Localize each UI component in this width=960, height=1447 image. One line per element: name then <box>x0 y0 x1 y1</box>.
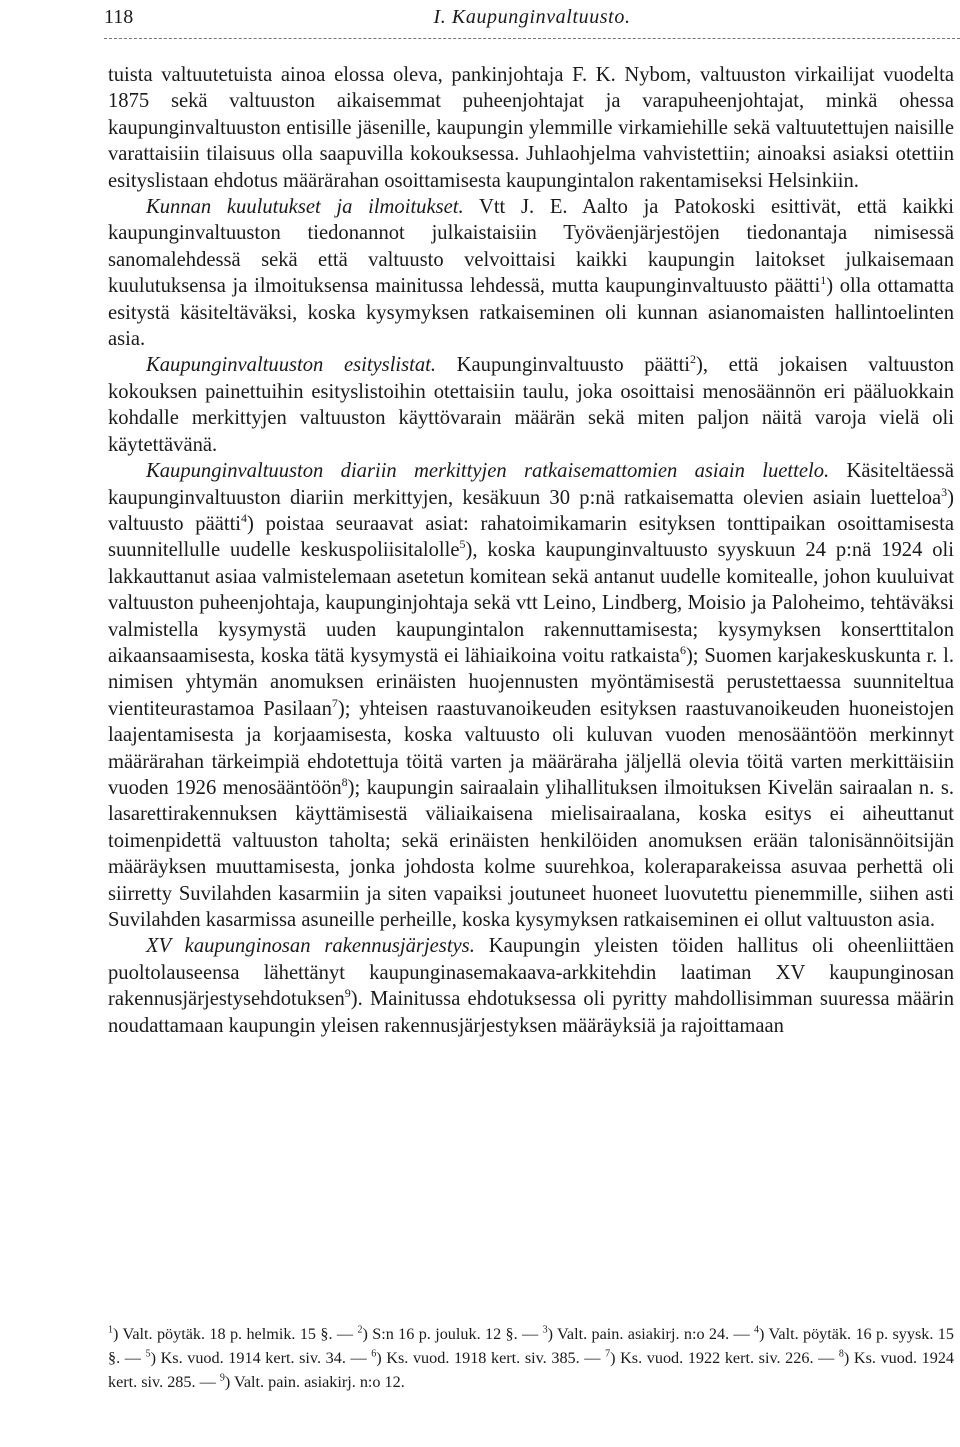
section-heading: XV kaupunginosan rakennusjärjestys. <box>146 935 475 958</box>
paragraph-text: ); Suomen karjakeskuskunta r. l. nimisen yhtymän anomuksen erinäisten huojennusten myöntämisestä perustettaessa suunniteltua vientiteurastamoa Pasilaan <box>108 644 954 720</box>
footnote-number: 7 <box>605 1348 611 1360</box>
page-number: 118 <box>104 6 134 28</box>
paragraph-text: ), koska kaupunginvaltuusto syyskuun 24 p:nä 1924 oli lakkauttanut asiaa valmistelemaan asetetun komitean sekä antanut uudelle komitealle, johon kuuluivat valtuuston puheenjohtaja, kaupunginjohtaja sekä vtt Leino, Lindberg, Moisio ja Paloheimo, tehtäväksi valmistella kysymystä uuden kaupungintalon rakennuttamisesta; kysymyksen konserttitalon aikaansaamisesta, koska tätä kysymystä ei lähiaikoina voitu ratkaista <box>108 539 954 667</box>
paragraph-text: Kaupunginvaltuusto päätti <box>436 354 691 377</box>
paragraph <box>108 352 954 458</box>
paragraph <box>108 933 954 1039</box>
section-heading: Kaupunginvaltuuston diariin merkittyjen ratkaisemattomien asiain luettelo. <box>146 460 830 483</box>
paragraph-text: tuista valtuutetuista ainoa elossa oleva, pankinjohtaja F. K. Nybom, valtuuston virkailijat vuodelta 1875 sekä valtuuston aikaisemmat puheenjohtajat ja varapuheenjohtajat, minkä ohessa kaupunginvaltuuston entisille jäsenille, kaupungin ylemmille virkamiehille sekä valtuutettujen naisille varattaisiin tilaisuus olla saapuvilla kokouksessa. Juhlaohjelma vahvistettiin; ainoaksi asiaksi otettiin esityslistaan ehdotus määrärahan osoittamisesta kaupungintalon rakentamiseksi Helsinkiin. <box>108 64 954 192</box>
paragraph-text: ); yhteisen raastuvanoikeuden esityksen raastuvanoikeuden huoneistojen laajentamisesta ja korjaamisesta, koska valtuusto oli kuluvan vuoden menosääntöön merkinnyt määrärahan tärkeimpiä ehdotettuja töitä varten ja määräraha jäljellä olevia töitä varten merkittäisiin vuoden 1926 menosääntöön <box>108 697 954 799</box>
footnote-marker: 4 <box>241 511 248 526</box>
paragraph-text: ) olla ottamatta esitystä käsiteltäväksi, koska kysymyksen ratkaiseminen oli kunnan asianomaisten hallintoelinten asia. <box>108 275 954 351</box>
footnote-text: ) Ks. vuod. 1922 kert. siv. 226. — <box>610 1349 839 1367</box>
footnote-text: ) Ks. vuod. 1924 kert. siv. 285. — <box>108 1349 955 1391</box>
footnote-number: 8 <box>838 1348 844 1360</box>
footnote-marker: 5 <box>459 537 466 552</box>
footnote-text: ) Valt. pöytäk. 18 p. helmik. 15 §. — <box>113 1325 358 1343</box>
footnote-marker: 8 <box>341 775 348 790</box>
footnote-marker: 2 <box>690 352 697 367</box>
footnote-marker: 7 <box>331 695 338 710</box>
paragraph-text: Kaupungin yleisten töiden hallitus oli oheenliittäen puoltolauseensa lähettänyt kaupunginasemakaava-arkkitehdin laatiman XV kaupunginosan rakennusjärjestysehdotuksen <box>108 935 954 1011</box>
paragraph <box>108 458 954 933</box>
footnote-number: 3 <box>542 1324 548 1336</box>
running-title: I. Kaupunginvaltuusto. <box>433 6 631 28</box>
footnote-number: 2 <box>357 1324 363 1336</box>
paragraph-text: ). Mainitussa ehdotuksessa oli pyritty mahdollisimman suuressa määrin noudattamaan kaupungin yleisen rakennusjärjestyksen määräyksiä ja rajoittamaan <box>108 988 954 1037</box>
footnote-number: 4 <box>754 1324 760 1336</box>
paragraph-text: ) valtuusto päätti <box>108 486 954 535</box>
paragraph <box>108 62 954 194</box>
footnote-number: 1 <box>108 1324 113 1336</box>
section-heading: Kaupunginvaltuuston esityslistat. <box>146 354 437 377</box>
header-rule <box>104 38 960 39</box>
paragraph-text: Käsiteltäessä kaupunginvaltuuston diariin merkittyjen, kesäkuun 30 p:nä ratkaisematta olevien asiain luetteloa <box>108 460 955 509</box>
footnote-text: ) Valt. pöytäk. 16 p. syysk. 15 §. — <box>108 1325 954 1367</box>
paragraph-text: ) poistaa seuraavat asiat: rahatoimikamarin esityksen tonttipaikan osoittamisesta suunnitellulle uudelle keskuspoliisitalolle <box>108 512 954 562</box>
footnote-text: ) Ks. vuod. 1918 kert. siv. 385. — <box>376 1349 606 1367</box>
footnote-number: 6 <box>371 1348 377 1360</box>
footnotes <box>108 1322 954 1394</box>
body-text <box>108 62 954 1039</box>
footnote-marker: 6 <box>679 643 686 658</box>
footnote-marker: 9 <box>344 986 351 1001</box>
paragraph-text: ), että jokaisen valtuuston kokouksen painettuihin esityslistoihin otettaisiin taulu, joka osoittaisi menosäännön eri pääluokkain kohdalle merkittyjen valtuuston käyttövarain määrän sekä miten paljon näitä varoja vielä oli käytettävänä. <box>108 354 955 456</box>
footnote-text: ) Valt. pain. asiakirj. n:o 24. — <box>547 1325 755 1343</box>
footnote-number: 9 <box>219 1372 225 1384</box>
page-header <box>104 6 960 34</box>
footnote-marker: 3 <box>941 484 948 499</box>
paragraph <box>108 194 954 352</box>
footnote-text: ) Valt. pain. asiakirj. n:o 12. <box>224 1373 405 1391</box>
footnote-text: ) Ks. vuod. 1914 kert. siv. 34. — <box>150 1349 372 1367</box>
paragraph-text: Vtt J. E. Aalto ja Patokoski esittivät, että kaikki kaupunginvaltuuston tiedonannot julkaistaisiin Työväenjärjestöjen tiedonantaja nimisessä sanomalehdessä sekä että valtuusto velvoittaisi kaikki kaupungin laitokset julkaisemaan kuulutuksensa ja ilmoituksensa mainitussa lehdessä, mutta kaupunginvaltuusto päätti <box>108 196 954 298</box>
section-heading: Kunnan kuulutukset ja ilmoitukset. <box>146 196 464 219</box>
paragraph-text: ); kaupungin sairaalain ylihallituksen ilmoituksen Kivelän sairaalan n. s. lasarettirakennuksen käyttämisestä väliaikaisena mielisairaalana, koska esitys ei aiheuttanut toimenpidettä valtuuston taholta; sekä erinäisten henkilöiden anomuksen erään talonisännöitsijän määräyksen muuttamisesta, jonka johdosta kolme suurehkoa, koleraparakeissa asuvaa perhettä oli siirretty Suvilahden kasarmiin ja siten vapaiksi joutuneet huoneet luovutettu pienemmille, siihen asti Suvilahden kasarmissa asuneille perheille, koska kysymyksen ratkaiseminen ei ollut valtuuston asia. <box>108 776 954 931</box>
footnote-number: 5 <box>145 1348 151 1360</box>
footnote-text: ) S:n 16 p. jouluk. 12 §. — <box>362 1325 543 1343</box>
footnote-marker: 1 <box>820 273 827 288</box>
